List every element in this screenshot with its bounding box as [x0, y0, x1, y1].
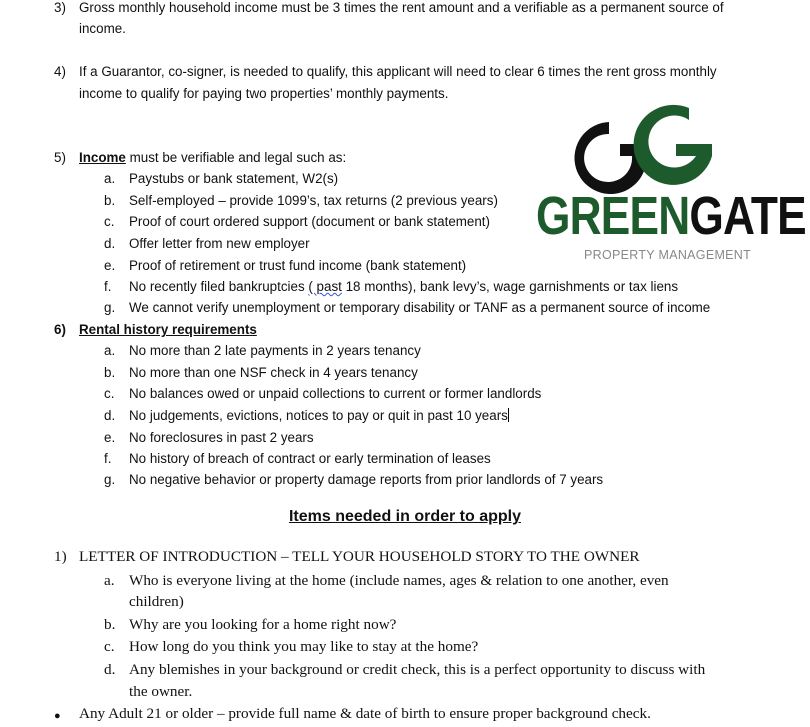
income-item: Proof of court ordered support (document or bank statement): [129, 214, 490, 229]
logo-word-green: GREEN: [536, 186, 690, 246]
letter-item: Who is everyone living at the home (include names, ages & relation to one another, even: [129, 572, 669, 589]
gg-monogram-icon: [534, 100, 776, 190]
greengate-logo: [534, 100, 806, 265]
income-heading-rest: must be verifiable and legal such as:: [125, 150, 347, 165]
rule-text: income.: [79, 21, 126, 36]
income-item: Self-employed – provide 1099’s, tax returns (2 previous years): [129, 193, 498, 208]
rule-number: 4): [54, 64, 66, 79]
logo-word-black: GATE: [689, 186, 806, 246]
rental-item-text: No judgements, evictions, notices to pay or quit in past 10 years: [129, 408, 508, 423]
letter-item: children): [129, 593, 184, 610]
rule-text: Gross monthly household income must be 3 times the rent amount and a verifiable as a permanent source of: [79, 0, 724, 15]
income-item: Proof of retirement or trust fund income (bank statement): [129, 258, 467, 273]
item-letter: e.: [104, 430, 116, 445]
letter-item: the owner.: [129, 683, 193, 700]
letter-item: How long do you think you may like to stay at the home?: [129, 638, 479, 655]
section-number: 5): [54, 150, 66, 165]
item-letter: f.: [104, 279, 112, 294]
letter-item: Any blemishes in your background or credit check, this is a perfect opportunity to discuss with: [129, 661, 706, 678]
rental-item: No balances owed or unpaid collections to current or former landlords: [129, 386, 542, 401]
letter-heading: LETTER OF INTRODUCTION – TELL YOUR HOUSEHOLD STORY TO THE OWNER: [79, 548, 640, 565]
item-letter: b.: [104, 365, 116, 380]
section-number: 1): [54, 548, 67, 565]
item-letter: d.: [104, 661, 116, 678]
item-letter: g.: [104, 300, 116, 315]
item-letter: c.: [104, 214, 115, 229]
item-letter: b.: [104, 616, 116, 633]
rental-heading: Rental history requirements: [79, 322, 257, 337]
rule-text: income to qualify for paying two properties’ monthly payments.: [79, 86, 449, 101]
rental-item: No more than 2 late payments in 2 years tenancy: [129, 343, 421, 358]
item-letter: e.: [104, 258, 116, 273]
item-letter: c.: [104, 386, 115, 401]
rental-item: No history of breach of contract or early termination of leases: [129, 451, 491, 466]
bullet-text: Any Adult 21 or older – provide full name & date of birth to ensure proper background check.: [79, 705, 651, 722]
bullet-icon: ●: [54, 710, 61, 722]
income-item: Paystubs or bank statement, W2(s): [129, 171, 339, 186]
rental-item: No negative behavior or property damage reports from prior landlords of 7 years: [129, 472, 604, 487]
income-heading-label: Income: [79, 150, 126, 165]
spellcheck-mark: ( past: [308, 279, 342, 294]
logo-subtitle: PROPERTY MANAGEMENT: [584, 248, 752, 262]
letter-item: Why are you looking for a home right now?: [129, 616, 397, 633]
item-letter: c.: [104, 638, 115, 655]
rule-text: If a Guarantor, co-signer, is needed to qualify, this applicant will need to clear 6 times the rent gross monthly: [79, 64, 717, 79]
rental-item: No foreclosures in past 2 years: [129, 430, 314, 445]
income-item: We cannot verify unemployment or temporary disability or TANF as a permanent source of income: [129, 300, 711, 315]
item-letter: b.: [104, 193, 116, 208]
rental-item[interactable]: [129, 408, 509, 423]
item-letter: a.: [104, 343, 116, 358]
income-item: [129, 279, 678, 294]
income-item-part: 18 months), bank levy’s, wage garnishments or tax liens: [341, 279, 679, 294]
item-letter: d.: [104, 408, 116, 423]
income-heading: [79, 150, 346, 165]
item-letter: d.: [104, 236, 116, 251]
item-letter: f.: [104, 451, 112, 466]
income-item: Offer letter from new employer: [129, 236, 310, 251]
rental-item: No more than one NSF check in 4 years tenancy: [129, 365, 418, 380]
item-letter: g.: [104, 472, 116, 487]
income-item-part: No recently filed bankruptcies: [129, 279, 309, 294]
section-number: 6): [54, 322, 66, 337]
text-cursor: [508, 408, 509, 422]
g-mark-green: [634, 105, 712, 185]
items-heading: Items needed in order to apply: [288, 508, 522, 525]
item-letter: a.: [104, 572, 115, 589]
logo-wordmark: [536, 186, 806, 246]
item-letter: a.: [104, 171, 116, 186]
rule-number: 3): [54, 0, 66, 15]
